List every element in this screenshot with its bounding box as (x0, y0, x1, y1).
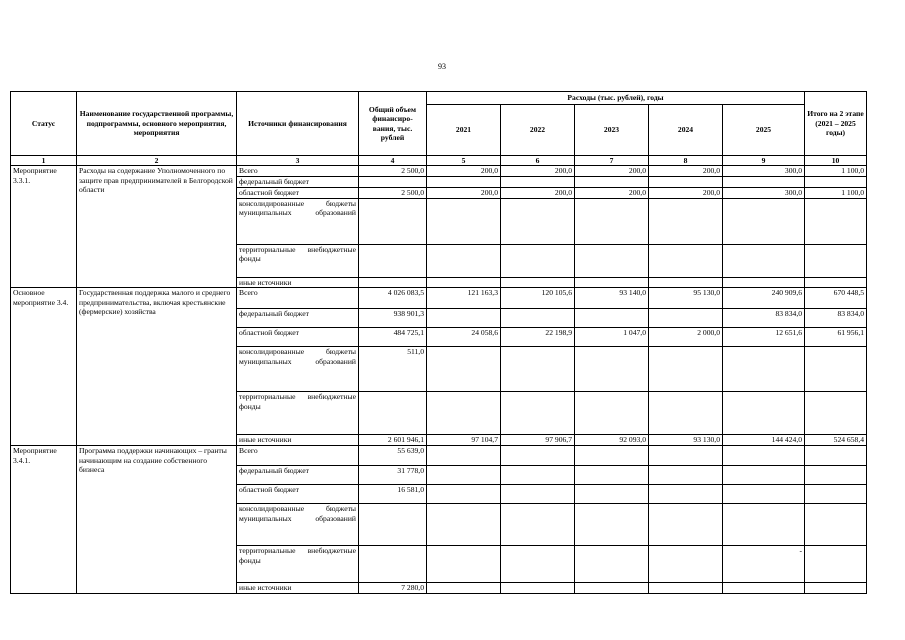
row-name: Государственная поддержка малого и среднего предпринимательства, включая крестьянские (фермерские) хозяйства (77, 288, 237, 446)
header-expenses: Расходы (тыс. рублей), годы (427, 92, 805, 105)
year-value (427, 504, 501, 546)
year-value (723, 485, 805, 504)
year-value (649, 583, 723, 593)
year-value (575, 244, 649, 277)
total-value (359, 244, 427, 277)
stage-total-value (805, 347, 867, 392)
year-value (723, 177, 805, 187)
header-year: 2025 (723, 105, 805, 156)
year-value (501, 583, 575, 593)
column-numbers-row (11, 156, 867, 166)
header-stage-total: Итого на 2 этапе (2021 – 2025 годы) (805, 92, 867, 156)
stage-total-value (805, 466, 867, 485)
funding-source: областной бюджет (237, 328, 359, 347)
header-year: 2024 (649, 105, 723, 156)
year-value: 240 909,6 (723, 288, 805, 309)
stage-total-value (805, 392, 867, 435)
total-value: 16 581,0 (359, 485, 427, 504)
year-value: 83 834,0 (723, 309, 805, 328)
year-value (427, 546, 501, 583)
year-value (649, 198, 723, 244)
year-value (723, 392, 805, 435)
year-value (427, 485, 501, 504)
total-value: 938 901,3 (359, 309, 427, 328)
stage-total-value: 670 448,5 (805, 288, 867, 309)
funding-source: иные источники (237, 277, 359, 287)
row-status: Основное мероприятие 3.4. (11, 288, 77, 446)
funding-source: областной бюджет (237, 187, 359, 198)
year-value (501, 546, 575, 583)
stage-total-value: 524 658,4 (805, 435, 867, 446)
funding-source: территориальные внебюджетные фонды (237, 546, 359, 583)
year-value: 200,0 (649, 187, 723, 198)
total-value: 55 639,0 (359, 446, 427, 466)
year-value (649, 504, 723, 546)
stage-total-value: 61 956,1 (805, 328, 867, 347)
budget-table (10, 91, 867, 594)
total-value: 484 725,1 (359, 328, 427, 347)
year-value (575, 546, 649, 583)
row-name: Расходы на содержание Уполномоченного по защите прав предпринимателей в Белгородской области (77, 166, 237, 288)
row-status: Мероприятие 3.3.1. (11, 166, 77, 288)
year-value: 24 058,6 (427, 328, 501, 347)
funding-source: федеральный бюджет (237, 466, 359, 485)
row-name: Программа поддержки начинающих – гранты начинающим на создание собственного бизнеса (77, 446, 237, 593)
year-value (427, 309, 501, 328)
column-number: 5 (427, 156, 501, 166)
year-value (723, 583, 805, 593)
year-value (427, 583, 501, 593)
header-year: 2021 (427, 105, 501, 156)
stage-total-value: 1 100,0 (805, 166, 867, 177)
page-number: 93 (438, 62, 446, 71)
year-value (723, 446, 805, 466)
year-value: 95 130,0 (649, 288, 723, 309)
year-value: - (723, 546, 805, 583)
column-number: 8 (649, 156, 723, 166)
funding-source: консолидированные бюджеты муниципальных образований (237, 198, 359, 244)
year-value (649, 347, 723, 392)
header-name: Наименование государственной программы, подпрограммы, основного мероприятия, мероприятия (77, 92, 237, 156)
funding-source: Всего (237, 166, 359, 177)
funding-source: областной бюджет (237, 485, 359, 504)
year-value (501, 466, 575, 485)
year-value (649, 485, 723, 504)
year-value (575, 277, 649, 287)
year-value: 200,0 (575, 187, 649, 198)
year-value (575, 504, 649, 546)
year-value: 1 047,0 (575, 328, 649, 347)
year-value: 200,0 (427, 166, 501, 177)
year-value (575, 466, 649, 485)
year-value (427, 177, 501, 187)
table-row (11, 446, 867, 466)
year-value (427, 347, 501, 392)
stage-total-value (805, 244, 867, 277)
funding-source: территориальные внебюджетные фонды (237, 392, 359, 435)
year-value (723, 198, 805, 244)
total-value: 2 601 946,1 (359, 435, 427, 446)
stage-total-value (805, 446, 867, 466)
column-number: 7 (575, 156, 649, 166)
year-value (501, 392, 575, 435)
year-value: 12 651,6 (723, 328, 805, 347)
year-value (575, 347, 649, 392)
header-status: Статус (11, 92, 77, 156)
year-value (501, 347, 575, 392)
funding-source: Всего (237, 446, 359, 466)
year-value: 121 163,3 (427, 288, 501, 309)
year-value (501, 244, 575, 277)
stage-total-value (805, 546, 867, 583)
column-number: 10 (805, 156, 867, 166)
year-value: 93 130,0 (649, 435, 723, 446)
year-value: 200,0 (649, 166, 723, 177)
funding-source: консолидированные бюджеты муниципальных образований (237, 504, 359, 546)
year-value (649, 466, 723, 485)
stage-total-value: 83 834,0 (805, 309, 867, 328)
column-number: 3 (237, 156, 359, 166)
stage-total-value (805, 277, 867, 287)
total-value (359, 546, 427, 583)
stage-total-value (805, 198, 867, 244)
total-value (359, 177, 427, 187)
year-value (575, 446, 649, 466)
stage-total-value (805, 583, 867, 593)
year-value (723, 504, 805, 546)
year-value (427, 198, 501, 244)
funding-source: иные источники (237, 435, 359, 446)
year-value: 200,0 (501, 187, 575, 198)
year-value (575, 309, 649, 328)
total-value: 7 280,0 (359, 583, 427, 593)
year-value (649, 309, 723, 328)
year-value: 300,0 (723, 166, 805, 177)
year-value (427, 466, 501, 485)
total-value (359, 198, 427, 244)
total-value: 31 778,0 (359, 466, 427, 485)
year-value (723, 244, 805, 277)
total-value: 2 500,0 (359, 187, 427, 198)
year-value: 93 140,0 (575, 288, 649, 309)
year-value (575, 485, 649, 504)
year-value: 92 093,0 (575, 435, 649, 446)
year-value: 120 105,6 (501, 288, 575, 309)
year-value (649, 546, 723, 583)
column-number: 1 (11, 156, 77, 166)
year-value (427, 244, 501, 277)
year-value (501, 504, 575, 546)
funding-source: федеральный бюджет (237, 309, 359, 328)
year-value (649, 392, 723, 435)
funding-source: федеральный бюджет (237, 177, 359, 187)
funding-source: территориальные внебюджетные фонды (237, 244, 359, 277)
funding-source: Всего (237, 288, 359, 309)
year-value (501, 277, 575, 287)
year-value (575, 392, 649, 435)
total-value (359, 392, 427, 435)
year-value: 97 104,7 (427, 435, 501, 446)
year-value: 200,0 (427, 187, 501, 198)
stage-total-value (805, 485, 867, 504)
year-value (723, 277, 805, 287)
stage-total-value: 1 100,0 (805, 187, 867, 198)
year-value: 200,0 (501, 166, 575, 177)
year-value (649, 277, 723, 287)
year-value: 97 906,7 (501, 435, 575, 446)
total-value: 4 026 083,5 (359, 288, 427, 309)
year-value (501, 446, 575, 466)
year-value: 144 424,0 (723, 435, 805, 446)
total-value (359, 504, 427, 546)
column-number: 9 (723, 156, 805, 166)
year-value (575, 177, 649, 187)
column-number: 6 (501, 156, 575, 166)
column-number: 2 (77, 156, 237, 166)
year-value (427, 277, 501, 287)
stage-total-value (805, 504, 867, 546)
year-value (723, 347, 805, 392)
year-value (501, 177, 575, 187)
year-value (501, 198, 575, 244)
table-body (11, 166, 867, 593)
funding-source: иные источники (237, 583, 359, 593)
header-year: 2023 (575, 105, 649, 156)
year-value (427, 392, 501, 435)
year-value (649, 244, 723, 277)
year-value (501, 485, 575, 504)
funding-source: консолидированные бюджеты муниципальных образований (237, 347, 359, 392)
row-status: Мероприятие 3.4.1. (11, 446, 77, 593)
table-row (11, 166, 867, 177)
year-value: 300,0 (723, 187, 805, 198)
year-value: 2 000,0 (649, 328, 723, 347)
header-year: 2022 (501, 105, 575, 156)
year-value (427, 446, 501, 466)
total-value: 511,0 (359, 347, 427, 392)
header-total: Общий объем финансиро-вания, тыс. рублей (359, 92, 427, 156)
table-row (11, 288, 867, 309)
year-value (575, 583, 649, 593)
year-value (723, 466, 805, 485)
year-value: 200,0 (575, 166, 649, 177)
year-value (649, 446, 723, 466)
year-value (575, 198, 649, 244)
column-number: 4 (359, 156, 427, 166)
year-value (649, 177, 723, 187)
header-sources: Источники финансирования (237, 92, 359, 156)
year-value: 22 198,9 (501, 328, 575, 347)
stage-total-value (805, 177, 867, 187)
total-value (359, 277, 427, 287)
year-value (501, 309, 575, 328)
total-value: 2 500,0 (359, 166, 427, 177)
